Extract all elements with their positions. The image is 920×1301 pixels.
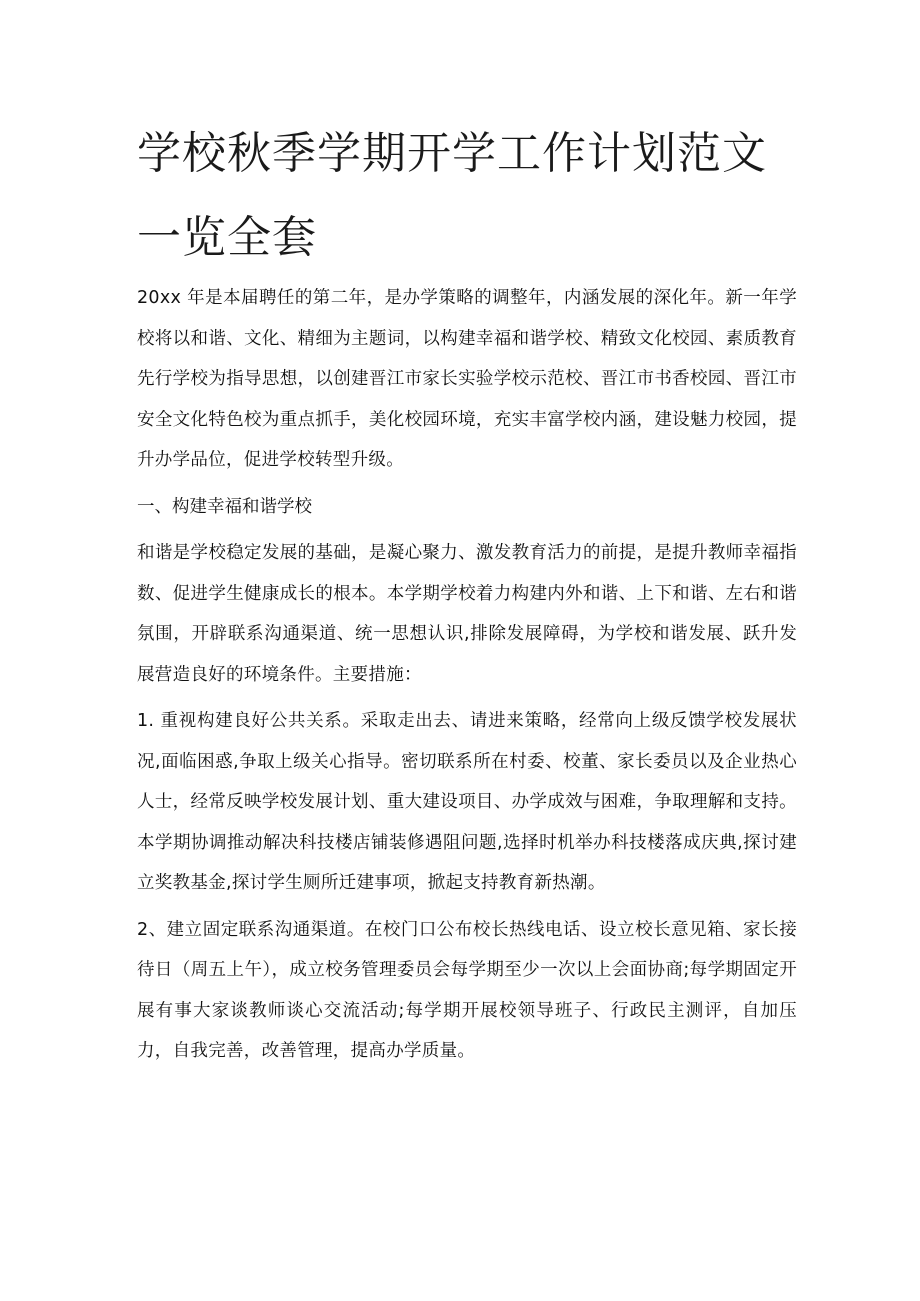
document-body	[137, 278, 797, 1078]
document-title: 学校秋季学期开学工作计划范文一览全套	[137, 128, 767, 263]
section-heading: 一、构建幸福和谐学校	[137, 496, 312, 517]
measure-item-2: 2、建立固定联系沟通渠道。在校门口公布校长热线电话、设立校长意见箱、家长接待日（周五上午），成立校务管理委员会每学期至少一次以上会面协商;每学期固定开展有事大家谈教师谈心交流活动;每学期开展校领导班子、行政民主测评，自加压力，自我完善，改善管理，提高办学质量。	[137, 919, 797, 1061]
section-paragraph: 和谐是学校稳定发展的基础，是凝心聚力、激发教育活力的前提，是提升教师幸福指数、促进学生健康成长的根本。本学期学校着力构建内外和谐、上下和谐、左右和谐氛围，开辟联系沟通渠道、统一思想认识,排除发展障碍，为学校和谐发展、跃升发展营造良好的环境条件。主要措施：	[137, 543, 797, 685]
intro-paragraph: 20xx 年是本届聘任的第二年，是办学策略的调整年，内涵发展的深化年。新一年学校将以和谐、文化、精细为主题词，以构建幸福和谐学校、精致文化校园、素质教育先行学校为指导思想，以创建晋江市家长实验学校示范校、晋江市书香校园、晋江市安全文化特色校为重点抓手，美化校园环境，充实丰富学校内涵，建设魅力校园，提升办学品位，促进学校转型升级。	[137, 288, 797, 470]
measure-item-1: 1. 重视构建良好公共关系。采取走出去、请进来策略，经常向上级反馈学校发展状况,面临困惑,争取上级关心指导。密切联系所在村委、校董、家长委员以及企业热心人士，经常反映学校发展计划、重大建设项目、办学成效与困难，争取理解和支持。本学期协调推动解决科技楼店铺装修遇阻问题,选择时机举办科技楼落成庆典,探讨建立奖教基金,探讨学生厕所迁建事项，掀起支持教育新热潮。	[137, 711, 797, 893]
